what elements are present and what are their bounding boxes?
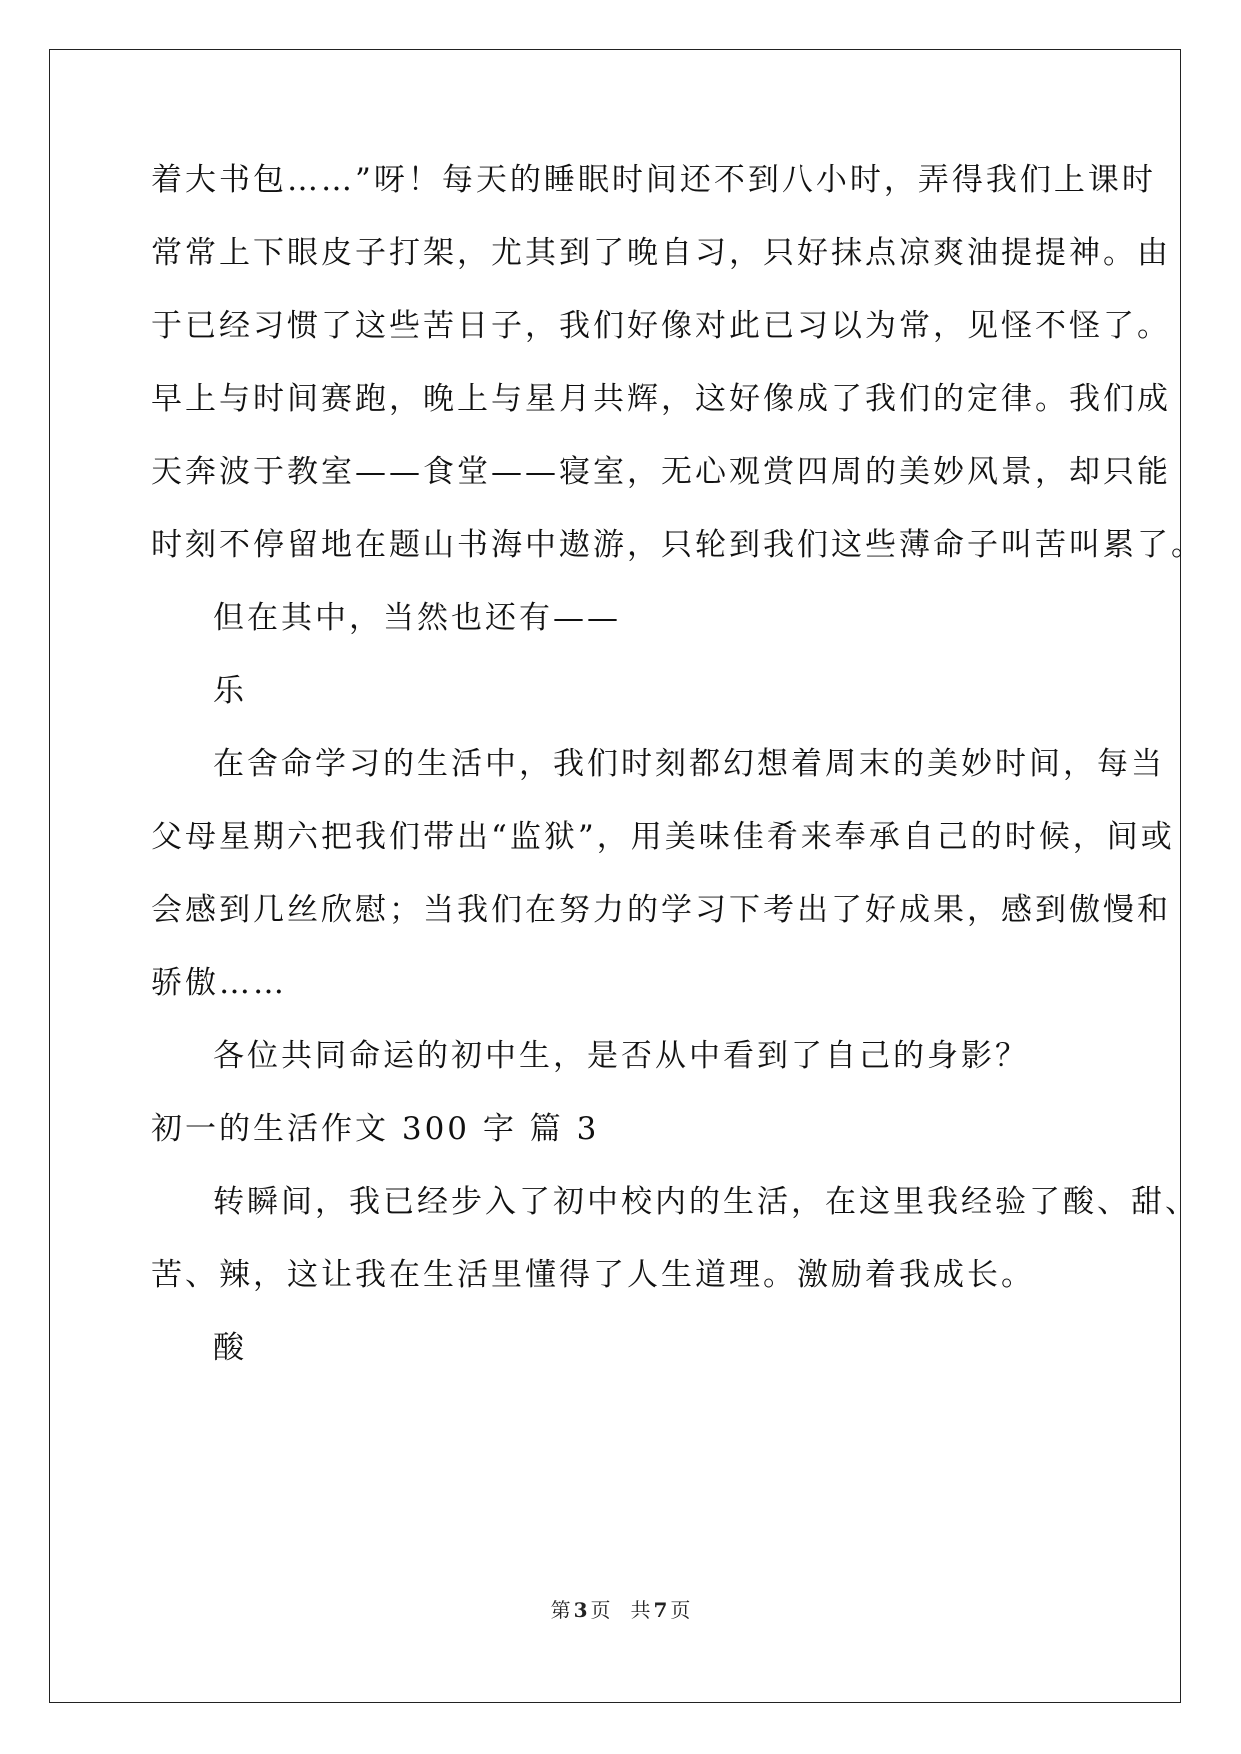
text-line: 早上与时间赛跑，晚上与星月共辉，这好像成了我们的定律。我们成	[151, 381, 1171, 417]
page-border	[49, 49, 1181, 1703]
text-line: 常常上下眼皮子打架，尤其到了晚自习，只好抹点凉爽油提提神。由	[151, 235, 1171, 271]
text-line: 苦、辣，这让我在生活里懂得了人生道理。激励着我成长。	[151, 1257, 1035, 1293]
total-pages-number: 7	[653, 1598, 668, 1622]
text-line: 在舍命学习的生活中，我们时刻都幻想着周末的美妙时间，每当	[213, 746, 1165, 782]
text-line: 父母星期六把我们带出“监狱”，用美味佳肴来奉承自己的时候，间或	[151, 819, 1175, 855]
current-page-number: 3	[573, 1598, 588, 1622]
text-line: 于已经习惯了这些苦日子，我们好像对此已习以为常，见怪不怪了。	[151, 308, 1171, 344]
text-line: 骄傲……	[151, 965, 287, 1001]
text-line: 转瞬间，我已经步入了初中校内的生活，在这里我经验了酸、甜、	[213, 1184, 1199, 1220]
page-suffix: 页	[590, 1598, 611, 1622]
article-title: 初一的生活作文 300 字 篇 3	[151, 1111, 600, 1147]
total-prefix: 共	[630, 1598, 651, 1622]
text-line: 天奔波于教室——食堂——寝室，无心观赏四周的美妙风景，却只能	[151, 454, 1171, 490]
section-heading: 乐	[213, 673, 247, 709]
total-suffix: 页	[670, 1598, 691, 1622]
section-heading: 酸	[213, 1330, 247, 1366]
text-line: 会感到几丝欣慰；当我们在努力的学习下考出了好成果，感到傲慢和	[151, 892, 1171, 928]
text-line: 但在其中，当然也还有——	[213, 600, 621, 636]
text-line: 各位共同命运的初中生，是否从中看到了自己的身影？	[213, 1038, 1029, 1074]
text-line: 着大书包……”呀！每天的睡眠时间还不到八小时，弄得我们上课时	[151, 162, 1156, 198]
page-prefix: 第	[550, 1598, 571, 1622]
page-footer	[0, 1598, 1241, 1622]
text-line: 时刻不停留地在题山书海中遨游，只轮到我们这些薄命子叫苦叫累了。	[151, 527, 1205, 563]
